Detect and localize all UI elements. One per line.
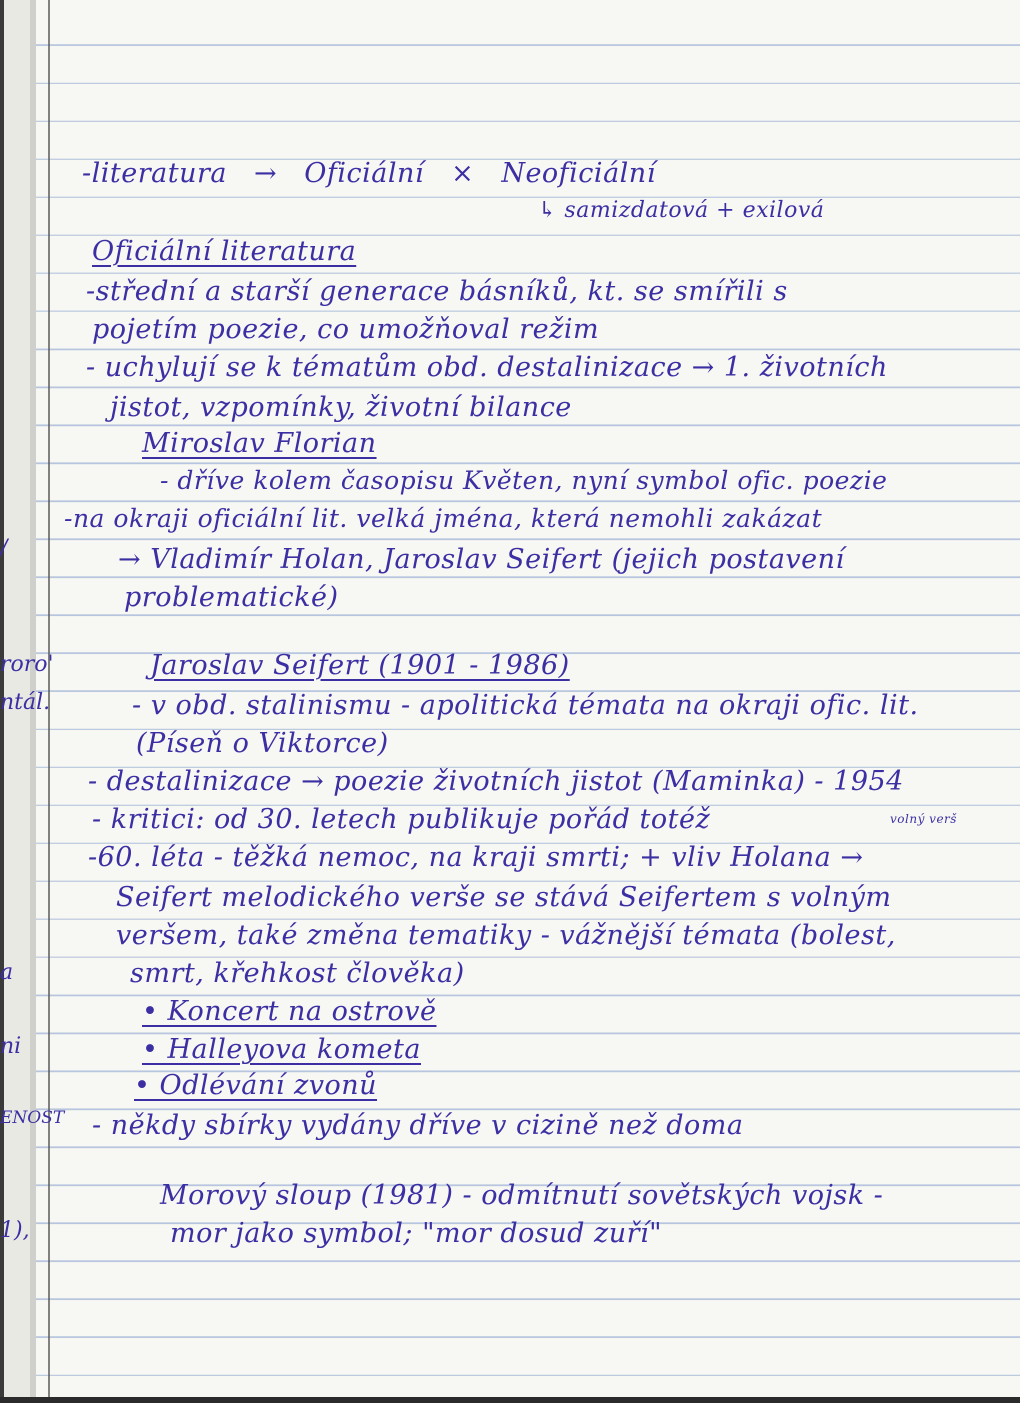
- note-line: Seifert melodického verše se stává Seifertem s volným: [116, 882, 892, 913]
- note-line: -na okraji oficiální lit. velká jména, která nemohli zakázat: [64, 504, 823, 533]
- note-line: -60. léta - těžká nemoc, na kraji smrti; + vliv Holana →: [88, 842, 864, 873]
- heading-literatura: -literatura → Oficiální × Neoficiální: [82, 158, 656, 189]
- list-item-zvonu: • Odlévání zvonů: [134, 1070, 378, 1101]
- note-line: - destalinizace → poezie životních jistot (Maminka) - 1954: [88, 766, 904, 797]
- note-line: problematické): [124, 582, 339, 613]
- margin-fragment: /: [0, 536, 8, 561]
- note-line: veršem, také změna tematiky - vážnější témata (bolest,: [116, 920, 896, 951]
- note-line: (Píseň o Viktorce): [136, 728, 389, 759]
- note-line: smrt, křehkost člověka): [130, 958, 465, 989]
- note-line: - uchylují se k tématům obd. destalinizace → 1. životních: [86, 352, 888, 383]
- margin-fragment: ENOST: [0, 1108, 65, 1128]
- margin-fragment: 1),: [0, 1218, 30, 1243]
- subnote-samizdat: ↳ samizdatová + exilová: [538, 198, 825, 223]
- annotation-volny-vers: volný verš: [890, 812, 957, 826]
- margin-fragment: roro': [0, 652, 54, 677]
- note-line: mor jako symbol; "mor dosud zuří": [170, 1218, 663, 1249]
- section-title-oficialni: Oficiální literatura: [92, 236, 357, 267]
- name-miroslav-florian: Miroslav Florian: [142, 428, 377, 459]
- margin-fragment: a: [0, 960, 14, 985]
- note-line: - v obd. stalinismu - apolitická témata na okraji ofic. lit.: [132, 690, 919, 721]
- note-line: -střední a starší generace básníků, kt. se smířili s: [86, 276, 788, 307]
- note-line: jistot, vzpomínky, životní bilance: [110, 392, 572, 423]
- note-line: pojetím poezie, co umožňoval režim: [92, 314, 600, 345]
- list-item-kometa: • Halleyova kometa: [142, 1034, 421, 1065]
- note-line: - dříve kolem časopisu Květen, nyní symbol ofic. poezie: [160, 466, 888, 495]
- name-jaroslav-seifert: Jaroslav Seifert (1901 - 1986): [150, 650, 570, 681]
- note-line: - někdy sbírky vydány dříve v cizině než doma: [92, 1110, 744, 1141]
- margin-fragment: ntál.: [0, 690, 51, 715]
- page-bottom-edge: [0, 1397, 1020, 1403]
- margin-fragment: ni: [0, 1034, 22, 1059]
- list-item-koncert: • Koncert na ostrově: [142, 996, 437, 1027]
- note-line: → Vladimír Holan, Jaroslav Seifert (jejich postavení: [118, 544, 845, 575]
- note-line-morovy-sloup: Morový sloup (1981) - odmítnutí sovětských vojsk -: [160, 1180, 884, 1211]
- note-line: - kritici: od 30. letech publikuje pořád totéž: [92, 804, 711, 835]
